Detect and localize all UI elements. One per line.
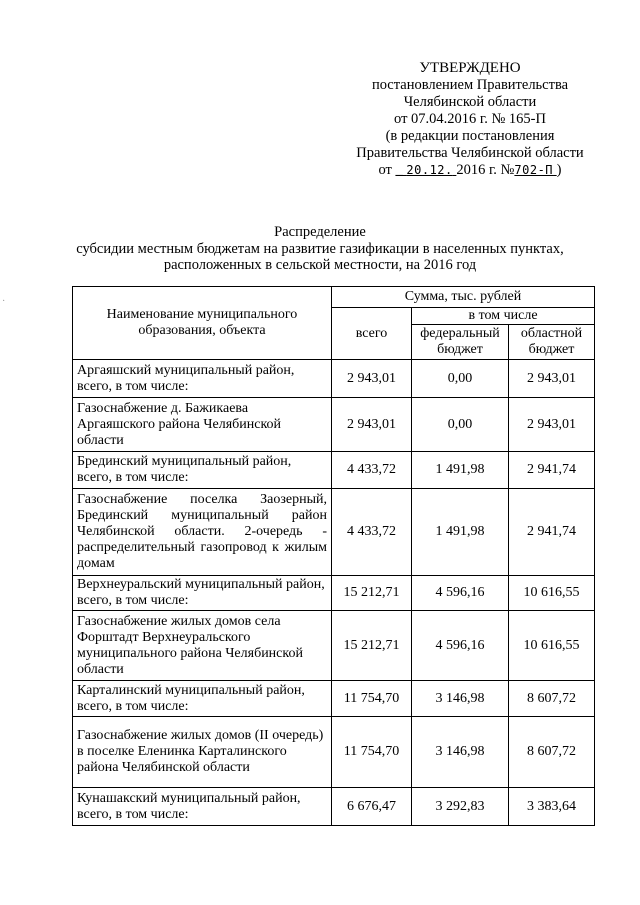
row-name: Карталинский муниципальный район, всего, в том числе: (73, 681, 332, 717)
header-sum-group: Сумма, тыс. рублей (332, 287, 595, 308)
margin-mark: · (2, 296, 6, 307)
table-row (73, 576, 595, 611)
approval-date-line: от _ 20.12. 2016 г. №702-П ) (378, 162, 562, 178)
approval-line: постановлением Правительства (371, 77, 569, 93)
row-federal: 3 292,83 (412, 788, 509, 826)
row-federal: 4 596,16 (412, 611, 509, 681)
row-total: 11 754,70 (332, 681, 412, 717)
table-row (73, 489, 595, 576)
approval-line: (в редакции постановления (385, 128, 555, 144)
approval-block (340, 60, 600, 179)
row-regional: 10 616,55 (509, 611, 595, 681)
table-row (73, 398, 595, 452)
row-regional: 10 616,55 (509, 576, 595, 611)
row-federal: 3 146,98 (412, 717, 509, 788)
table-row (73, 788, 595, 826)
row-regional: 8 607,72 (509, 717, 595, 788)
subsidy-table (72, 286, 595, 826)
table-row (73, 717, 595, 788)
row-regional: 8 607,72 (509, 681, 595, 717)
header-regional: областной бюджет (509, 325, 595, 360)
row-regional: 2 941,74 (509, 489, 595, 576)
header-name-col: Наименование муниципального образования, объекта (73, 287, 332, 360)
row-federal: 1 491,98 (412, 452, 509, 489)
approval-heading: УТВЕРЖДЕНО (419, 60, 521, 76)
row-total: 4 433,72 (332, 452, 412, 489)
row-total: 15 212,71 (332, 611, 412, 681)
row-name: Газоснабжение поселка Заозерный, Брединский муниципальный район Челябинской области. 2-очередь - распределительный газопровод к жилым домам (73, 489, 332, 576)
approval-line: Правительства Челябинской области (356, 145, 584, 161)
title-line: расположенных в сельской местности, на 2016 год (163, 257, 477, 273)
header-including: в том числе (412, 308, 595, 325)
row-name: Газоснабжение жилых домов (II очередь) в поселке Еленинка Карталинского района Челябинской области (73, 717, 332, 788)
date-suffix: ) (556, 162, 562, 178)
row-regional: 2 943,01 (509, 398, 595, 452)
row-name: Кунашакский муниципальный район, всего, в том числе: (73, 788, 332, 826)
table-row (73, 360, 595, 398)
row-total: 4 433,72 (332, 489, 412, 576)
row-name: Газоснабжение жилых домов села Форштадт Верхнеуральского муниципального района Челябинской области (73, 611, 332, 681)
approval-line: Челябинской области (403, 94, 537, 110)
row-total: 11 754,70 (332, 717, 412, 788)
document-title (60, 224, 580, 274)
header-federal: федеральный бюджет (412, 325, 509, 360)
row-regional: 3 383,64 (509, 788, 595, 826)
row-federal: 4 596,16 (412, 576, 509, 611)
row-regional: 2 943,01 (509, 360, 595, 398)
title-line: Распределение (274, 224, 366, 240)
row-total: 15 212,71 (332, 576, 412, 611)
row-name: Верхнеуральский муниципальный район, всего, в том числе: (73, 576, 332, 611)
row-federal: 0,00 (412, 360, 509, 398)
table-row (73, 681, 595, 717)
row-total: 2 943,01 (332, 398, 412, 452)
date-mid: 2016 г. № (456, 162, 515, 178)
row-federal: 3 146,98 (412, 681, 509, 717)
table-row (73, 611, 595, 681)
row-federal: 0,00 (412, 398, 509, 452)
approval-line: от 07.04.2016 г. № 165-П (394, 111, 546, 127)
row-name: Брединский муниципальный район, всего, в том числе: (73, 452, 332, 489)
row-name: Аргаяшский муниципальный район, всего, в том числе: (73, 360, 332, 398)
row-total: 2 943,01 (332, 360, 412, 398)
handwritten-number: 702-П (514, 163, 554, 177)
table-row (73, 452, 595, 489)
title-line: субсидии местным бюджетам на развитие газификации в населенных пунктах, (76, 240, 564, 257)
row-regional: 2 941,74 (509, 452, 595, 489)
row-federal: 1 491,98 (412, 489, 509, 576)
date-prefix: от (378, 162, 392, 178)
header-total: всего (332, 308, 412, 360)
row-total: 6 676,47 (332, 788, 412, 826)
row-name: Газоснабжение д. Бажикаева Аргаяшского района Челябинской области (73, 398, 332, 452)
handwritten-date: 20.12. (406, 163, 453, 177)
